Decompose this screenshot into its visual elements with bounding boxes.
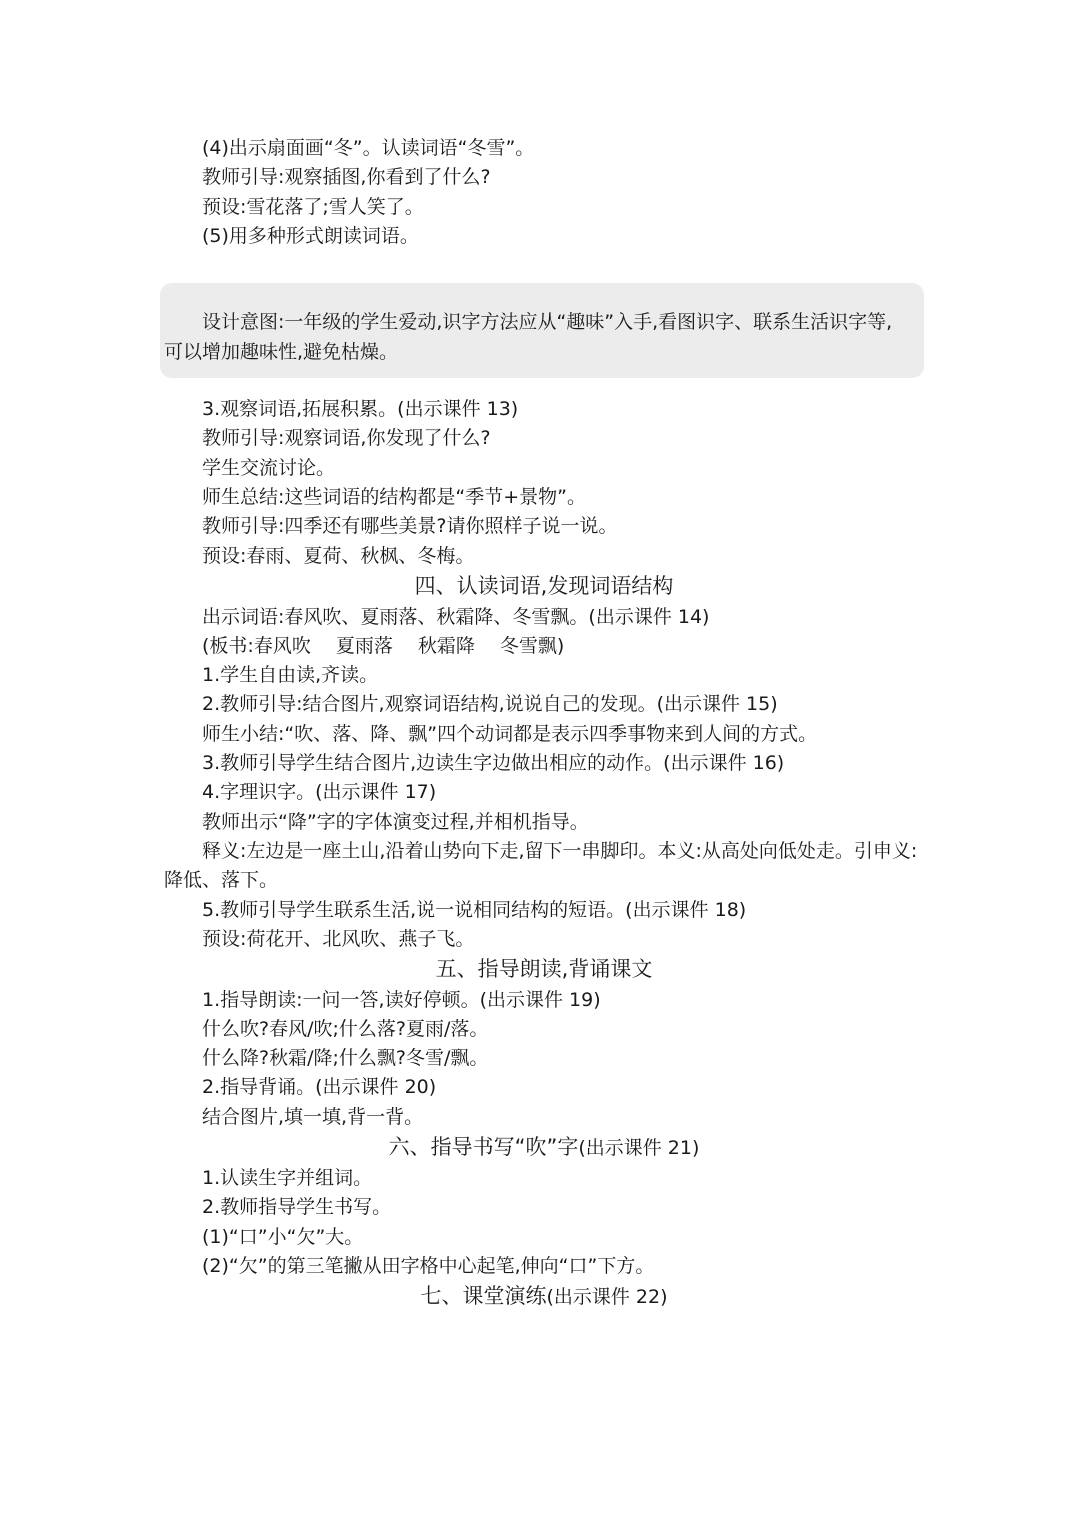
text-line: 什么降?秋霜/降;什么飘?冬雪/飘。: [202, 1047, 489, 1069]
text-line: 3.教师引导学生结合图片,边读生字边做出相应的动作。(出示课件 16): [202, 752, 785, 774]
design-intent-line: 设计意图:一年级的学生爱动,识字方法应从“趣味”入手,看图识字、联系生活识字等,: [202, 311, 893, 333]
definition-line: 降低、落下。: [164, 869, 279, 891]
text-line: 1.认读生字并组词。: [202, 1167, 373, 1189]
text-line: 师生小结:“吹、落、降、飘”四个动词都是表示四季事物来到人间的方式。: [202, 723, 818, 745]
text-line: 什么吹?春风/吹;什么落?夏雨/落。: [202, 1018, 489, 1040]
text-line: 教师引导:观察词语,你发现了什么?: [202, 427, 491, 449]
text-line: (2)“欠”的第三笔撇从田字格中心起笔,伸向“口”下方。: [202, 1255, 655, 1277]
text-line: 5.教师引导学生联系生活,说一说相同结构的短语。(出示课件 18): [202, 899, 747, 921]
text-line: 教师出示“降”字的字体演变过程,并相机指导。: [202, 811, 589, 833]
text-line: (5)用多种形式朗读词语。: [202, 225, 419, 247]
text-line: 1.指导朗读:一问一答,读好停顿。(出示课件 19): [202, 989, 601, 1011]
section-heading-note: (出示课件 22): [546, 1286, 668, 1308]
section-heading-main: 七、课堂演练: [420, 1284, 547, 1308]
text-line: 3.观察词语,拓展积累。(出示课件 13): [202, 398, 519, 420]
text-line: 预设:春雨、夏荷、秋枫、冬梅。: [202, 545, 475, 567]
text-line: (1)“口”小“欠”大。: [202, 1226, 364, 1248]
text-line: (板书:春风吹 夏雨落 秋霜降 冬雪飘): [202, 635, 565, 657]
section-heading-main: 六、指导书写“吹”字: [388, 1135, 579, 1159]
text-line: 学生交流讨论。: [202, 457, 336, 479]
section-heading: 四、认读词语,发现词语结构: [414, 574, 674, 598]
text-line: 结合图片,填一填,背一背。: [202, 1106, 424, 1128]
text-line: 教师引导:四季还有哪些美景?请你照样子说一说。: [202, 515, 618, 537]
design-intent-line: 可以增加趣味性,避免枯燥。: [164, 341, 399, 363]
text-line: (4)出示扇面画“冬”。认读词语“冬雪”。: [202, 137, 535, 159]
definition-line: 释义:左边是一座土山,沿着山势向下走,留下一串脚印。本义:从高处向低处走。引申义:: [202, 840, 918, 862]
text-line: 师生总结:这些词语的结构都是“季节+景物”。: [202, 486, 587, 508]
text-line: 预设:荷花开、北风吹、燕子飞。: [202, 928, 475, 950]
text-line: 1.学生自由读,齐读。: [202, 664, 379, 686]
text-line: 2.教师指导学生书写。: [202, 1196, 392, 1218]
text-line: 4.字理识字。(出示课件 17): [202, 781, 437, 803]
section-heading-note: (出示课件 21): [578, 1137, 700, 1159]
section-heading: 五、指导朗读,背诵课文: [435, 957, 653, 981]
text-line: 预设:雪花落了;雪人笑了。: [202, 196, 424, 218]
text-line: 教师引导:观察插图,你看到了什么?: [202, 166, 491, 188]
section-heading: [164, 1132, 924, 1163]
section-heading: [164, 1281, 924, 1312]
text-line: 2.指导背诵。(出示课件 20): [202, 1076, 437, 1098]
text-line: 出示词语:春风吹、夏雨落、秋霜降、冬雪飘。(出示课件 14): [202, 606, 710, 628]
text-line: 2.教师引导:结合图片,观察词语结构,说说自己的发现。(出示课件 15): [202, 693, 778, 715]
design-intent-callout: [160, 283, 924, 378]
